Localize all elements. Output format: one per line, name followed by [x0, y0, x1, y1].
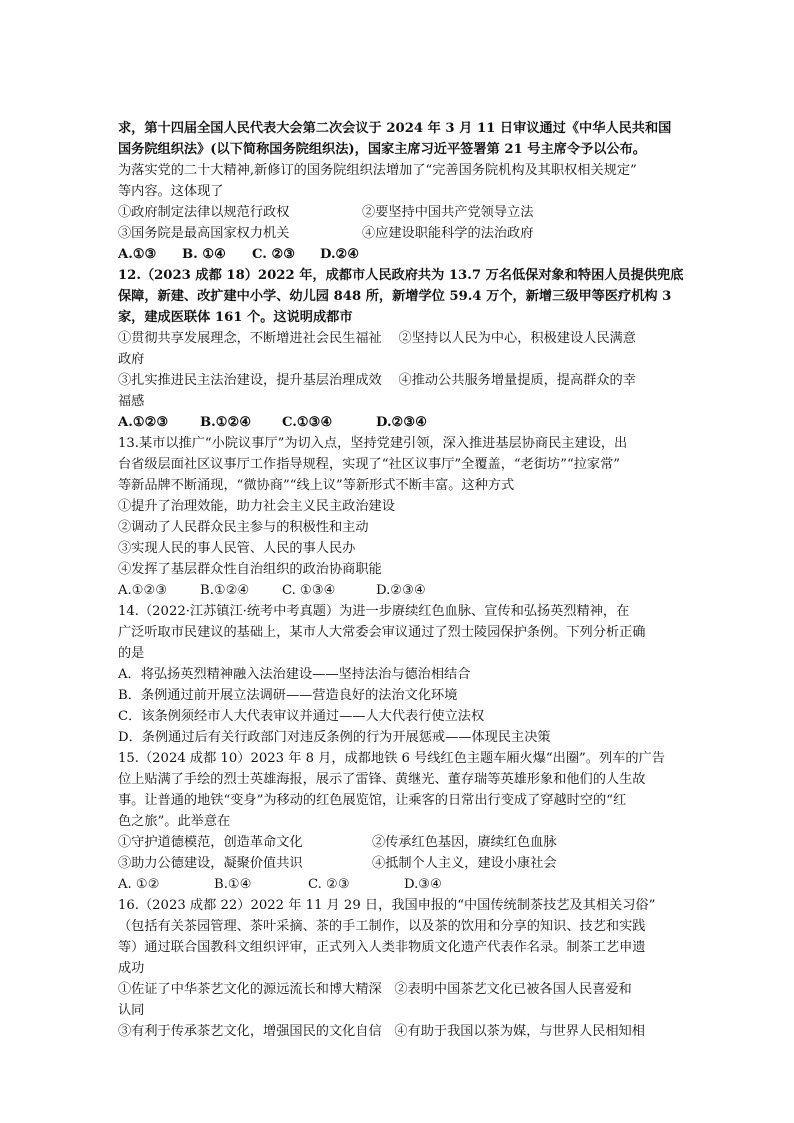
answer-choices — [118, 580, 680, 601]
question-text-line: 家，建成医联体 161 个。这说明成都市 — [118, 310, 353, 325]
question-text-line: 12.（2023 成都 18）2022 年，成都市人民政府共为 13.7 万名低保对象和特困人员提供兜底 — [118, 268, 684, 283]
option-statement: ④抵制个人主义，建设小康社会 — [372, 856, 557, 871]
question-text-line: ③扎实推进民主法治建设，提升基层治理成效 ④推动公共服务增量提质，提高群众的幸 — [118, 373, 636, 388]
question-text-line: 位上贴满了手绘的烈士英雄海报，展示了雷锋、黄继光、董存瑞等英雄形象和他们的人生故 — [118, 772, 646, 787]
choice-c: C. ①③④ — [282, 583, 336, 598]
answer-choices — [118, 412, 680, 433]
option-statement: ②要坚持中国共产党领导立法 — [362, 205, 534, 220]
question-text-line: ①提升了治理效能，助力社会主义民主政治建设 — [118, 499, 395, 514]
option-line: B．条例通过前开展立法调研——营造良好的法治文化环境 — [118, 688, 458, 703]
option-row — [118, 223, 680, 244]
question-text-line: 福感 — [118, 394, 145, 409]
choice-c: C. ②③ — [252, 247, 296, 262]
choice-d: D.②③④ — [376, 415, 428, 430]
question-text-line: （包括有关茶园管理、茶叶采摘、茶的手工制作，以及茶的饮用和分享的知识、技艺和实践 — [118, 919, 646, 934]
option-line: C．该条例须经市人大代表审议并通过——人大代表行使立法权 — [118, 709, 485, 724]
option-line: A．将弘扬英烈精神融入法治建设——坚持法治与德治相结合 — [118, 667, 471, 682]
answer-choices — [118, 244, 680, 265]
question-text-line: 广泛听取市民建议的基础上，某市人大常委会审议通过了烈士陵园保护条例。下列分析正确 — [118, 625, 646, 640]
option-statement: ①守护道德模范，创造革命文化 — [118, 835, 303, 850]
question-12 — [118, 265, 684, 433]
question-15 — [118, 748, 680, 895]
question-text-line: 保障，新建、改扩建中小学、幼儿园 848 所，新增学位 59.4 万个，新增三级甲等医疗机构 3 — [118, 289, 672, 304]
question-text-line: 求，第十四届全国人民代表大会第二次会议于 2024 年 3 月 11 日审议通过《中华人民共和国 — [118, 121, 672, 136]
question-text-line: ③实现人民的事人民管、人民的事人民办 — [118, 541, 356, 556]
choice-b: B.①②④ — [200, 415, 252, 430]
question-text-line: 事。让普通的地铁“变身”为移动的红色展览馆，让乘客的日常出行变成了穿越时空的“红 — [118, 793, 627, 808]
choice-a: A.①②③ — [118, 583, 168, 598]
choice-c: C.①③④ — [282, 415, 333, 430]
option-statement: ④应建设职能科学的法治政府 — [362, 226, 534, 241]
choice-b: B. ①④ — [182, 247, 226, 262]
question-text-line: 的是 — [118, 646, 145, 661]
question-text-line: 14.（2022·江苏镇江·统考中考真题）为进一步赓续红色血脉、宣传和弘扬英烈精神，在 — [118, 604, 630, 619]
choice-d: D.②③④ — [376, 583, 426, 598]
question-text-line: 色之旅”。此举意在 — [118, 814, 231, 829]
question-text-line: 台省级层面社区议事厅工作指导规程，实现了“社区议事厅”全覆盖，“老街坊”“拉家常” — [118, 457, 621, 472]
option-statement: ②传承红色基因，赓续红色血脉 — [372, 835, 557, 850]
option-statement: ③国务院是最高国家权力机关 — [118, 226, 290, 241]
option-row — [118, 202, 680, 223]
question-text-line: ①佐证了中华茶艺文化的源远流长和博大精深 ②表明中国茶艺文化已被各国人民喜爱和 — [118, 982, 632, 997]
question-text-line: 成功 — [118, 961, 145, 976]
question-text-line: 15.（2024 成都 10）2023 年 8 月，成都地铁 6 号线红色主题车厢火爆“出圈”。列车的广告 — [118, 751, 665, 766]
question-text-line: 等内容。这体现了 — [118, 184, 224, 199]
question-text-line: 为落实党的二十大精神,新修订的国务院组织法增加了“完善国务院机构及其职权相关规定” — [118, 163, 637, 178]
question-text-line: ③有利于传承茶艺文化，增强国民的文化自信 ④有助于我国以茶为媒，与世界人民相知相 — [118, 1024, 645, 1039]
question-text-line: ①贯彻共享发展理念，不断增进社会民生福祉 ②坚持以人民为中心，积极建设人民满意 — [118, 331, 636, 346]
question-13 — [118, 433, 680, 601]
choice-b: B.①④ — [214, 877, 252, 892]
question-text-line: 16.（2023 成都 22）2022 年 11 月 29 日，我国申报的“中国传统制茶技艺及其相关习俗” — [118, 898, 656, 913]
question-text-line: 13.某市以推广“小院议事厅”为切入点，坚持党建引领，深入推进基层协商民主建设，出 — [118, 436, 628, 451]
question-text-line: 政府 — [118, 352, 145, 367]
option-statement: ①政府制定法律以规范行政权 — [118, 205, 290, 220]
question-text-line: 国务院组织法》(以下简称国务院组织法)，国家主席习近平签署第 21 号主席令予以公布。 — [118, 142, 646, 157]
answer-choices — [118, 874, 680, 895]
option-row — [118, 832, 680, 853]
choice-c: C. ②③ — [308, 877, 350, 892]
option-line: D．条例通过后有关行政部门对违反条例的行为开展惩戒——体现民主决策 — [118, 730, 551, 745]
question-16 — [118, 895, 680, 1042]
question-text-line: 认同 — [118, 1003, 145, 1018]
question-text-line: 等新品牌不断涌现，“微协商”“线上议”等新形式不断丰富。这种方式 — [118, 478, 515, 493]
option-statement: ③助力公德建设，凝聚价值共识 — [118, 856, 303, 871]
question-14 — [118, 601, 680, 748]
choice-d: D.③④ — [404, 877, 442, 892]
option-row — [118, 853, 680, 874]
choice-a: A. ①② — [118, 877, 160, 892]
question-text-line: ②调动了人民群众民主参与的积极性和主动 — [118, 520, 369, 535]
choice-d: D.②④ — [320, 247, 360, 262]
question-11 — [118, 118, 680, 265]
choice-a: A.①③ — [118, 247, 157, 262]
choice-a: A.①②③ — [118, 415, 169, 430]
question-text-line: 等）通过联合国教科文组织评审，正式列入人类非物质文化遗产代表作名录。制茶工艺申遗 — [118, 940, 646, 955]
question-text-line: ④发挥了基层群众性自治组织的政治协商职能 — [118, 562, 382, 577]
choice-b: B.①②④ — [200, 583, 250, 598]
exam-page — [118, 118, 684, 1042]
